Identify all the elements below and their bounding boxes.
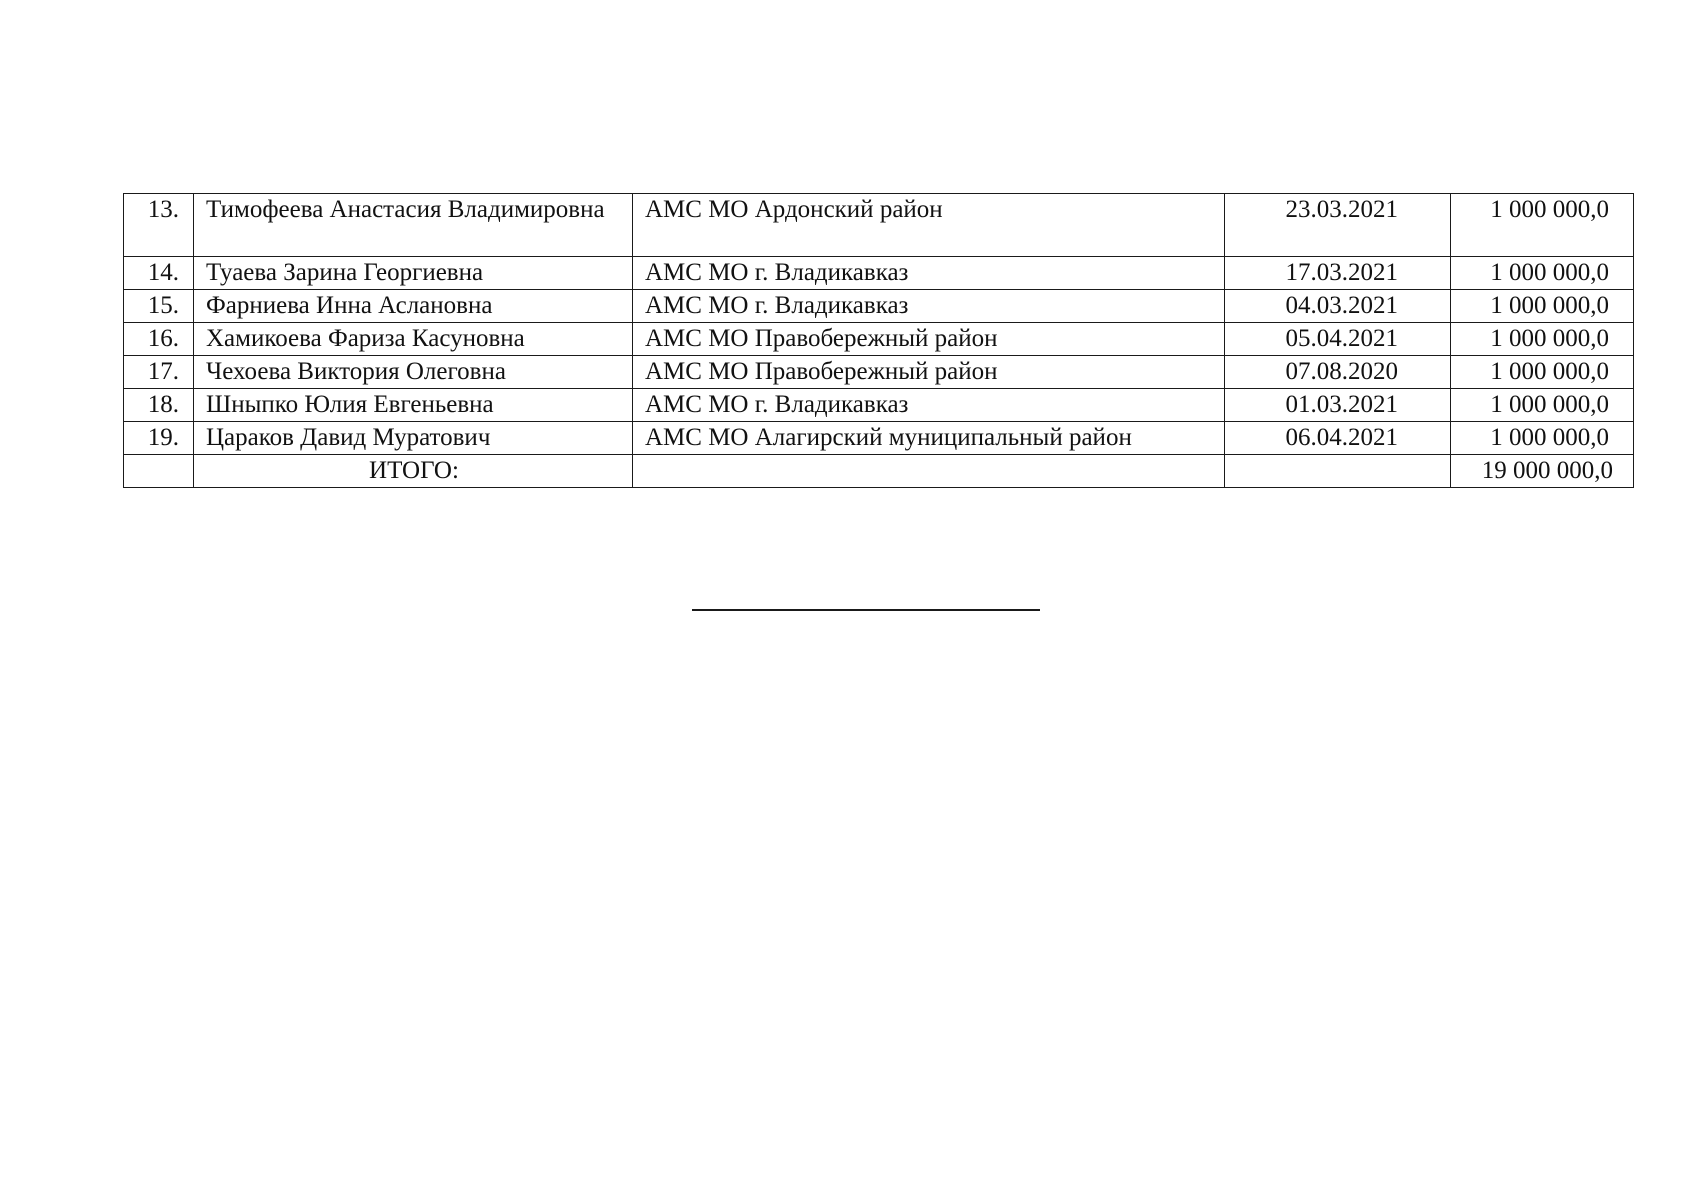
total-label: ИТОГО: [194, 455, 633, 488]
organization: АМС МО Правобережный район [633, 323, 1225, 356]
date: 17.03.2021 [1225, 257, 1451, 290]
total-org-cell [633, 455, 1225, 488]
end-separator-line [692, 609, 1040, 611]
table-row [124, 194, 1634, 257]
row-number: 19. [124, 422, 194, 455]
row-number: 17. [124, 356, 194, 389]
organization: АМС МО г. Владикавказ [633, 389, 1225, 422]
amount: 1 000 000,0 [1451, 323, 1634, 356]
organization: АМС МО г. Владикавказ [633, 290, 1225, 323]
amount: 1 000 000,0 [1451, 356, 1634, 389]
total-amount: 19 000 000,0 [1451, 455, 1634, 488]
recipient-name: Хамикоева Фариза Касуновна [194, 323, 633, 356]
organization: АМС МО Ардонский район [633, 194, 1225, 257]
table-row [124, 356, 1634, 389]
recipient-name: Фарниева Инна Аслановна [194, 290, 633, 323]
amount: 1 000 000,0 [1451, 422, 1634, 455]
recipient-name: Цараков Давид Муратович [194, 422, 633, 455]
total-number-cell [124, 455, 194, 488]
date: 07.08.2020 [1225, 356, 1451, 389]
date: 05.04.2021 [1225, 323, 1451, 356]
total-date-cell [1225, 455, 1451, 488]
row-number: 16. [124, 323, 194, 356]
amount: 1 000 000,0 [1451, 194, 1634, 257]
date: 23.03.2021 [1225, 194, 1451, 257]
date: 04.03.2021 [1225, 290, 1451, 323]
date: 06.04.2021 [1225, 422, 1451, 455]
amount: 1 000 000,0 [1451, 389, 1634, 422]
row-number: 13. [124, 194, 194, 257]
recipient-name: Шныпко Юлия Евгеньевна [194, 389, 633, 422]
table-row [124, 323, 1634, 356]
total-row [124, 455, 1634, 488]
row-number: 15. [124, 290, 194, 323]
table-row [124, 389, 1634, 422]
table-row [124, 257, 1634, 290]
recipient-name: Туаева Зарина Георгиевна [194, 257, 633, 290]
organization: АМС МО г. Владикавказ [633, 257, 1225, 290]
row-number: 18. [124, 389, 194, 422]
table-row [124, 422, 1634, 455]
table-row [124, 290, 1634, 323]
organization: АМС МО Правобережный район [633, 356, 1225, 389]
organization: АМС МО Алагирский муниципальный район [633, 422, 1225, 455]
row-number: 14. [124, 257, 194, 290]
amount: 1 000 000,0 [1451, 257, 1634, 290]
recipient-name: Тимофеева Анастасия Владимировна [194, 194, 633, 257]
recipient-name: Чехоева Виктория Олеговна [194, 356, 633, 389]
date: 01.03.2021 [1225, 389, 1451, 422]
amount: 1 000 000,0 [1451, 290, 1634, 323]
grants-table [123, 193, 1634, 488]
